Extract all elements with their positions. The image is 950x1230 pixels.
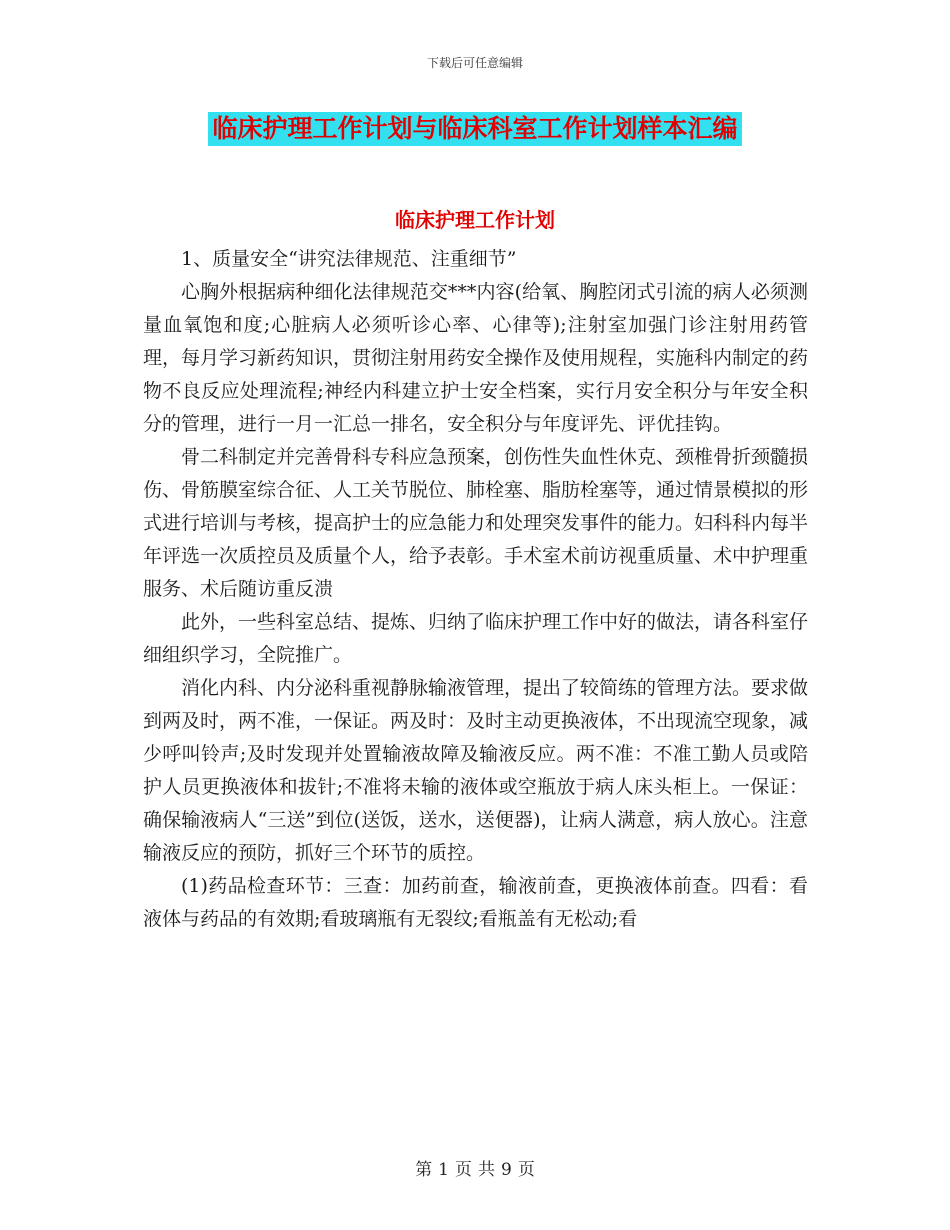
paragraph: 消化内科、内分泌科重视静脉输液管理，提出了较简练的管理方法。要求做到两及时，两不准，一保证。两及时：及时主动更换液体，不出现流空现象，减少呼叫铃声;及时发现并处置输液故障及输液反应。两不准：不准工勤人员或陪护人员更换液体和拔针;不准将未输的液体或空瓶放于病人床头柜上。一保证：确保输液病人“三送”到位(送饭，送水，送便器)，让病人满意，病人放心。注意输液反应的预防，抓好三个环节的质控。 — [143, 677, 809, 864]
total-pages-number: 9 — [501, 1160, 512, 1180]
document-body — [143, 243, 808, 936]
paragraph: 心胸外根据病种细化法律规范交***内容(给氧、胸腔闭式引流的病人必须测量血氧饱和度;心脏病人必须听诊心率、心律等);注射室加强门诊注射用药管理，每月学习新药知识，贯彻注射用药安全操作及使用规程，实施科内制定的药物不良反应处理流程;神经内科建立护士安全档案，实行月安全积分与年安全积分的管理，进行一月一汇总一排名，安全积分与年度评先、评优挂钩。 — [143, 281, 809, 435]
page-footer — [0, 1155, 950, 1180]
section-title: 临床护理工作计划 — [395, 208, 555, 232]
footer-total-word: 共 — [478, 1160, 495, 1180]
footer-page-word: 页 — [455, 1160, 472, 1180]
paragraph: 1、质量安全“讲究法律规范、注重细节” — [181, 248, 517, 270]
header-note: 下载后可任意编辑 — [426, 56, 523, 70]
document-title: 临床护理工作计划与临床科室工作计划样本汇编 — [208, 112, 741, 146]
main-title-container — [0, 112, 950, 146]
footer-suffix: 页 — [517, 1160, 535, 1180]
paragraph: 此外，一些科室总结、提炼、归纳了临床护理工作中好的做法，请各科室仔细组织学习，全院推广。 — [143, 611, 809, 666]
paragraph: 骨二科制定并完善骨科专科应急预案，创伤性失血性休克、颈椎骨折颈髓损伤、骨筋膜室综合征、人工关节脱位、肺栓塞、脂肪栓塞等，通过情景模拟的形式进行培训与考核，提高护士的应急能力和处理突发事件的能力。妇科科内每半年评选一次质控员及质量个人，给予表彰。手术室术前访视重质量、术中护理重服务、术后随访重反溃 — [143, 446, 809, 600]
current-page-number: 1 — [438, 1160, 449, 1180]
footer-prefix: 第 — [415, 1160, 433, 1180]
paragraph: (1)药品检查环节：三查：加药前查，输液前查，更换液体前查。四看：看液体与药品的有效期;看玻璃瓶有无裂纹;看瓶盖有无松动;看 — [143, 875, 808, 930]
